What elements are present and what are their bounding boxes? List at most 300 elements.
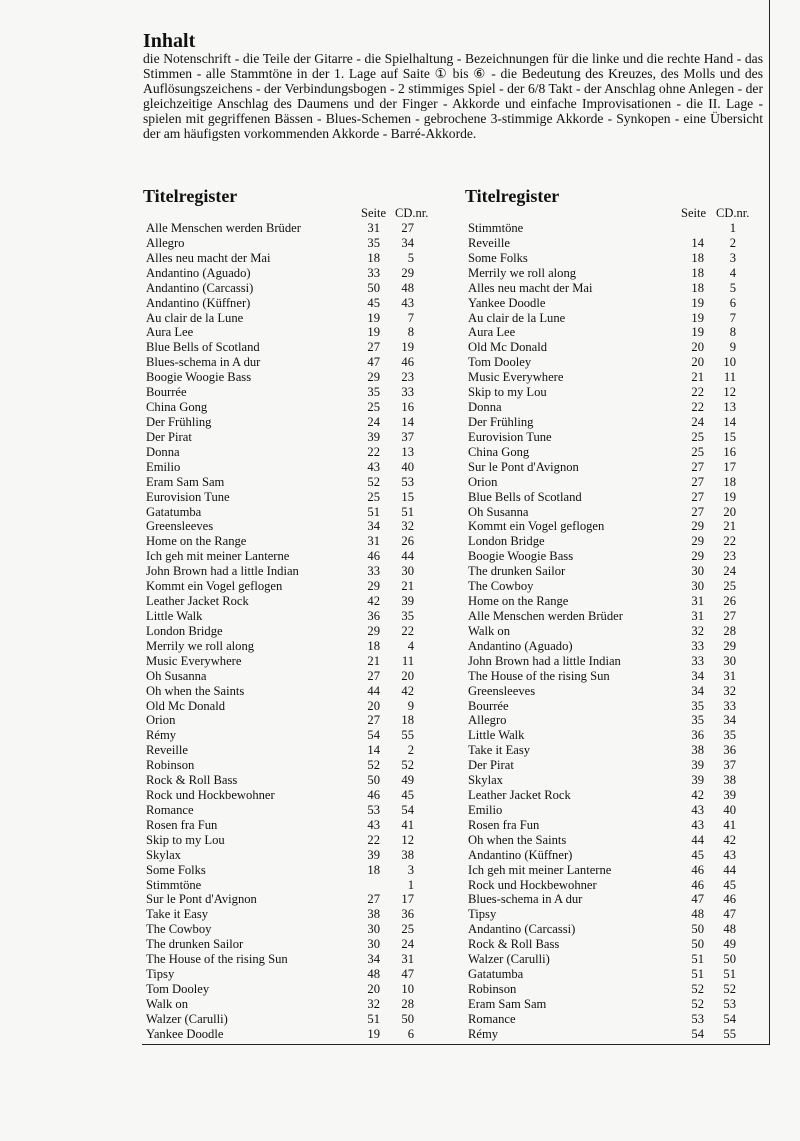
register-row [143, 430, 443, 445]
cd-number: 19 [401, 340, 414, 355]
cd-number: 54 [723, 1011, 736, 1026]
page-number: 38 [367, 907, 380, 922]
register-row [143, 311, 443, 326]
page-number: 54 [691, 1026, 704, 1041]
register-row [143, 907, 443, 922]
cd-number: 24 [401, 937, 414, 952]
page-number: 35 [367, 385, 380, 400]
song-title: Greensleeves [146, 519, 214, 534]
page-number: 24 [367, 414, 380, 429]
song-title: Orion [146, 713, 176, 728]
cd-number: 42 [401, 683, 414, 698]
page-number: 19 [367, 1026, 380, 1041]
register-row [465, 266, 760, 281]
register-row [465, 385, 760, 400]
page-number: 51 [691, 952, 704, 967]
song-title: Leather Jacket Rock [146, 594, 249, 609]
song-title: Eurovision Tune [468, 429, 552, 444]
cd-number: 40 [723, 802, 736, 817]
song-title: Der Frühling [468, 414, 534, 429]
song-title: Eurovision Tune [146, 489, 230, 504]
song-title: Reveille [146, 743, 188, 758]
page-number: 21 [367, 653, 380, 668]
register-row [465, 1027, 760, 1042]
page-number: 19 [691, 310, 704, 325]
cd-number: 17 [723, 459, 736, 474]
song-title: Skip to my Lou [146, 832, 225, 847]
register-row [465, 952, 760, 967]
page-number: 51 [367, 504, 380, 519]
register-row [465, 505, 760, 520]
page-heading: Inhalt [143, 30, 196, 52]
song-title: Orion [468, 474, 498, 489]
register-row [465, 863, 760, 878]
cd-number: 41 [401, 817, 414, 832]
page-number: 51 [691, 967, 704, 982]
register-row [143, 475, 443, 490]
cd-number: 28 [401, 996, 414, 1011]
page-number: 42 [691, 788, 704, 803]
cd-number: 32 [723, 683, 736, 698]
cd-number: 18 [401, 713, 414, 728]
register-row [465, 430, 760, 445]
cd-number: 40 [401, 459, 414, 474]
register-row [143, 445, 443, 460]
page-number: 25 [691, 444, 704, 459]
register-row [465, 699, 760, 714]
register-row [143, 699, 443, 714]
page-number: 25 [367, 489, 380, 504]
cd-number: 26 [723, 594, 736, 609]
register-row [143, 758, 443, 773]
cd-number: 14 [401, 414, 414, 429]
page-number: 27 [367, 713, 380, 728]
page-number: 53 [367, 802, 380, 817]
cd-number: 24 [723, 564, 736, 579]
register-row [465, 773, 760, 788]
page-number: 22 [691, 400, 704, 415]
song-title: Sur le Pont d'Avignon [146, 892, 257, 907]
page-number: 34 [691, 668, 704, 683]
register-row [465, 1012, 760, 1027]
register-row [143, 460, 443, 475]
song-title: The drunken Sailor [146, 937, 244, 952]
page-number: 46 [367, 549, 380, 564]
cd-number: 42 [723, 832, 736, 847]
song-title: Rosen fra Fun [146, 817, 218, 832]
cd-number: 13 [723, 400, 736, 415]
page-number: 20 [367, 698, 380, 713]
page-number: 30 [367, 922, 380, 937]
page-number: 27 [691, 474, 704, 489]
register-row [143, 609, 443, 624]
cd-number: 3 [729, 250, 736, 265]
song-title: China Gong [146, 400, 208, 415]
register-row [465, 519, 760, 534]
song-title: The Cowboy [468, 579, 534, 594]
cd-number: 35 [401, 608, 414, 623]
register-row [465, 878, 760, 893]
cd-number: 41 [723, 817, 736, 832]
song-title: Old Mc Donald [146, 698, 226, 713]
page-number: 47 [691, 892, 704, 907]
register-row [465, 937, 760, 952]
page-number: 44 [691, 832, 704, 847]
register-row [143, 922, 443, 937]
page-number: 35 [367, 235, 380, 250]
page-number: 48 [367, 967, 380, 982]
cd-number: 25 [401, 922, 414, 937]
cd-number: 31 [723, 668, 736, 683]
register-rows [465, 221, 760, 1042]
page-number: 39 [367, 847, 380, 862]
page-number: 35 [691, 698, 704, 713]
song-title: Donna [146, 444, 180, 459]
cd-number: 29 [401, 265, 414, 280]
page-number: 19 [691, 325, 704, 340]
page-number: 39 [367, 429, 380, 444]
cd-number: 22 [401, 623, 414, 638]
register-row [143, 1012, 443, 1027]
song-title: Merrily we roll along [468, 265, 577, 280]
song-title: Allegro [146, 235, 185, 250]
song-title: Walzer (Carulli) [146, 1011, 228, 1026]
page-number: 30 [367, 937, 380, 952]
register-row [465, 236, 760, 251]
cd-number: 48 [723, 922, 736, 937]
register-row [465, 475, 760, 490]
song-title: Rock und Hockbewohner [146, 788, 275, 803]
register-row [465, 624, 760, 639]
song-title: Aura Lee [468, 325, 516, 340]
register-row [465, 415, 760, 430]
song-title: Reveille [468, 235, 510, 250]
register-row [143, 1027, 443, 1042]
register-rows [143, 221, 443, 1042]
cd-number: 15 [401, 489, 414, 504]
register-row [465, 340, 760, 355]
cd-number: 50 [401, 1011, 414, 1026]
page-number: 18 [367, 250, 380, 265]
cd-number: 55 [723, 1026, 736, 1041]
register-row [465, 684, 760, 699]
register-title: Titelregister [465, 186, 560, 206]
page-number: 45 [367, 295, 380, 310]
page-number: 36 [367, 608, 380, 623]
cd-number: 16 [723, 444, 736, 459]
register-row [143, 490, 443, 505]
register-row [143, 892, 443, 907]
page-number: 18 [691, 250, 704, 265]
song-title: Ich geh mit meiner Lanterne [468, 862, 612, 877]
song-title: Rémy [146, 728, 177, 743]
register-row [465, 788, 760, 803]
song-title: Tom Dooley [468, 355, 532, 370]
page-number: 24 [691, 414, 704, 429]
page-number: 53 [691, 1011, 704, 1026]
song-title: China Gong [468, 444, 530, 459]
page-number: 50 [691, 922, 704, 937]
register-row [143, 818, 443, 833]
register-row [143, 325, 443, 340]
cd-number: 43 [723, 847, 736, 862]
song-title: Andantino (Aguado) [146, 265, 251, 280]
cd-number: 10 [723, 355, 736, 370]
page-number: 36 [691, 728, 704, 743]
register-row [465, 281, 760, 296]
register-row [465, 579, 760, 594]
song-title: Oh Susanna [146, 668, 207, 683]
cd-number: 33 [723, 698, 736, 713]
song-title: Skip to my Lou [468, 385, 547, 400]
song-title: Yankee Doodle [468, 295, 546, 310]
song-title: Leather Jacket Rock [468, 788, 571, 803]
cd-number: 46 [401, 355, 414, 370]
register-row [465, 221, 760, 236]
song-title: Der Pirat [468, 758, 514, 773]
song-title: Emilio [468, 802, 503, 817]
cd-number: 12 [401, 832, 414, 847]
song-title: Bourrée [468, 698, 509, 713]
register-row [465, 370, 760, 385]
register-row [465, 355, 760, 370]
page-number: 22 [367, 444, 380, 459]
cd-number: 39 [723, 788, 736, 803]
register-row [143, 773, 443, 788]
register-row [465, 848, 760, 863]
cd-number: 5 [729, 280, 736, 295]
intro-paragraph: die Notenschrift - die Teile der Gitarre - die Spielhaltung - Bezeichnungen für die linke und die rechte Hand - das Stimmen - alle Stammtöne in der 1. Lage auf Saite ① bis ⑥ - die Bedeutung des Kreuzes, des Molls und des Auflösungszeichens - der Verbindungsbogen - 2 stimmiges Spiel - der 6/8 Takt - der Anschlag ohne Anlegen - der gleichzeitige Anschlag des Daumens und der Finger - Akkorde und einfache Improvisationen - die II. Lage - spielen mit gegriffenen Bässen - Blues-Schemen - gebrochene 3-stimmige Akkorde - Synkopen - eine Übersicht der am häufigsten vorkommenden Akkorde - Barré-Akkorde. [143, 51, 763, 141]
page-number: 27 [691, 459, 704, 474]
song-title: Alle Menschen werden Brüder [468, 608, 623, 623]
song-title: Alles neu macht der Mai [146, 250, 271, 265]
register-row [143, 863, 443, 878]
song-title: Little Walk [468, 728, 525, 743]
register-row [143, 997, 443, 1012]
song-title: London Bridge [468, 534, 545, 549]
cd-number: 12 [723, 385, 736, 400]
register-row [143, 937, 443, 952]
register-row [143, 952, 443, 967]
cd-number: 23 [401, 370, 414, 385]
title-register-left [143, 186, 443, 1042]
song-title: Merrily we roll along [146, 638, 255, 653]
page-number: 21 [691, 370, 704, 385]
cd-number: 27 [401, 221, 414, 235]
song-title: Tom Dooley [146, 982, 210, 997]
song-title: The House of the rising Sun [146, 952, 288, 967]
page-number: 50 [367, 280, 380, 295]
register-row [465, 713, 760, 728]
page-number: 33 [367, 265, 380, 280]
cd-number: 9 [729, 340, 736, 355]
cd-number: 47 [723, 907, 736, 922]
page-number: 30 [691, 579, 704, 594]
register-row [465, 818, 760, 833]
page-number: 14 [367, 743, 380, 758]
page-number: 38 [691, 743, 704, 758]
register-row [143, 848, 443, 863]
header-cd: CD.nr. [395, 206, 429, 220]
register-row [465, 743, 760, 758]
song-title: Boogie Woogie Bass [146, 370, 252, 385]
song-title: Rock und Hockbewohner [468, 877, 597, 892]
song-title: Rock & Roll Bass [146, 773, 238, 788]
cd-number: 37 [401, 429, 414, 444]
song-title: Gatatumba [146, 504, 202, 519]
page-number: 31 [367, 221, 380, 235]
cd-number: 53 [723, 996, 736, 1011]
cd-number: 28 [723, 623, 736, 638]
song-title: John Brown had a little Indian [146, 564, 299, 579]
cd-number: 51 [723, 967, 736, 982]
page-number: 32 [367, 996, 380, 1011]
page-number: 14 [691, 235, 704, 250]
song-title: Allegro [468, 713, 507, 728]
cd-number: 6 [729, 295, 736, 310]
register-row [465, 325, 760, 340]
page-number: 25 [367, 400, 380, 415]
register-row [465, 445, 760, 460]
page-number: 18 [367, 862, 380, 877]
register-row [143, 624, 443, 639]
song-title: Music Everywhere [146, 653, 242, 668]
page-number: 42 [367, 594, 380, 609]
register-row [465, 669, 760, 684]
cd-number: 51 [401, 504, 414, 519]
register-row [465, 296, 760, 311]
page-number: 27 [691, 504, 704, 519]
cd-number: 47 [401, 967, 414, 982]
song-title: Robinson [468, 982, 517, 997]
page-number: 46 [367, 788, 380, 803]
song-title: Greensleeves [468, 683, 536, 698]
page-number: 27 [367, 668, 380, 683]
page-number: 33 [691, 653, 704, 668]
register-row [465, 639, 760, 654]
cd-number: 33 [401, 385, 414, 400]
page-number: 33 [691, 638, 704, 653]
song-title: Blues-schema in A dur [468, 892, 583, 907]
cd-number: 25 [723, 579, 736, 594]
page-number: 43 [367, 459, 380, 474]
column-headers [143, 206, 443, 221]
song-title: Romance [468, 1011, 516, 1026]
register-row [465, 907, 760, 922]
register-row [465, 982, 760, 997]
register-row [465, 997, 760, 1012]
register-row [143, 713, 443, 728]
cd-number: 15 [723, 429, 736, 444]
song-title: Walk on [146, 996, 189, 1011]
song-title: Emilio [146, 459, 181, 474]
song-title: Bourrée [146, 385, 187, 400]
cd-number: 1 [407, 877, 414, 892]
cd-number: 13 [401, 444, 414, 459]
page-number: 35 [691, 713, 704, 728]
song-title: London Bridge [146, 623, 223, 638]
register-row [143, 803, 443, 818]
song-title: Alle Menschen werden Brüder [146, 221, 301, 235]
cd-number: 14 [723, 414, 736, 429]
register-row [143, 743, 443, 758]
page-number: 34 [367, 519, 380, 534]
page-number: 31 [367, 534, 380, 549]
cd-number: 2 [407, 743, 414, 758]
page-number: 43 [691, 802, 704, 817]
cd-number: 38 [723, 773, 736, 788]
register-row [465, 594, 760, 609]
song-title: Romance [146, 802, 194, 817]
register-row [143, 370, 443, 385]
cd-number: 43 [401, 295, 414, 310]
register-row [143, 519, 443, 534]
page-number: 39 [691, 773, 704, 788]
cd-number: 8 [407, 325, 414, 340]
song-title: Oh Susanna [468, 504, 529, 519]
register-row [465, 758, 760, 773]
cd-number: 17 [401, 892, 414, 907]
register-row [143, 400, 443, 415]
song-title: Der Frühling [146, 414, 212, 429]
page-number: 39 [691, 758, 704, 773]
cd-number: 4 [729, 265, 736, 280]
cd-number: 35 [723, 728, 736, 743]
song-title: Gatatumba [468, 967, 524, 982]
cd-number: 46 [723, 892, 736, 907]
cd-number: 34 [723, 713, 736, 728]
cd-number: 5 [407, 250, 414, 265]
page-number: 29 [691, 534, 704, 549]
header-cd: CD.nr. [716, 206, 750, 220]
page-number: 51 [367, 1011, 380, 1026]
register-row [143, 833, 443, 848]
cd-number: 3 [407, 862, 414, 877]
page-number: 52 [367, 758, 380, 773]
page-number: 52 [367, 474, 380, 489]
cd-number: 2 [729, 235, 736, 250]
page-number: 34 [367, 952, 380, 967]
song-title: Ich geh mit meiner Lanterne [146, 549, 290, 564]
song-title: Blue Bells of Scotland [468, 489, 582, 504]
song-title: Kommt ein Vogel geflogen [146, 579, 283, 594]
page-number: 31 [691, 608, 704, 623]
song-title: Home on the Range [468, 594, 569, 609]
page-number: 31 [691, 594, 704, 609]
song-title: Donna [468, 400, 502, 415]
page-number: 43 [691, 817, 704, 832]
song-title: Old Mc Donald [468, 340, 548, 355]
song-title: Skylax [468, 773, 503, 788]
page-number: 43 [367, 817, 380, 832]
song-title: Skylax [146, 847, 181, 862]
page-number: 20 [691, 355, 704, 370]
page-number: 18 [691, 280, 704, 295]
register-row [143, 594, 443, 609]
cd-number: 36 [723, 743, 736, 758]
page-number: 54 [367, 728, 380, 743]
page-number: 22 [691, 385, 704, 400]
song-title: John Brown had a little Indian [468, 653, 621, 668]
song-title: Yankee Doodle [146, 1026, 224, 1041]
cd-number: 52 [723, 982, 736, 997]
song-title: Walk on [468, 623, 511, 638]
cd-number: 37 [723, 758, 736, 773]
cd-number: 38 [401, 847, 414, 862]
cd-number: 49 [723, 937, 736, 952]
cd-number: 45 [723, 877, 736, 892]
register-row [465, 460, 760, 475]
